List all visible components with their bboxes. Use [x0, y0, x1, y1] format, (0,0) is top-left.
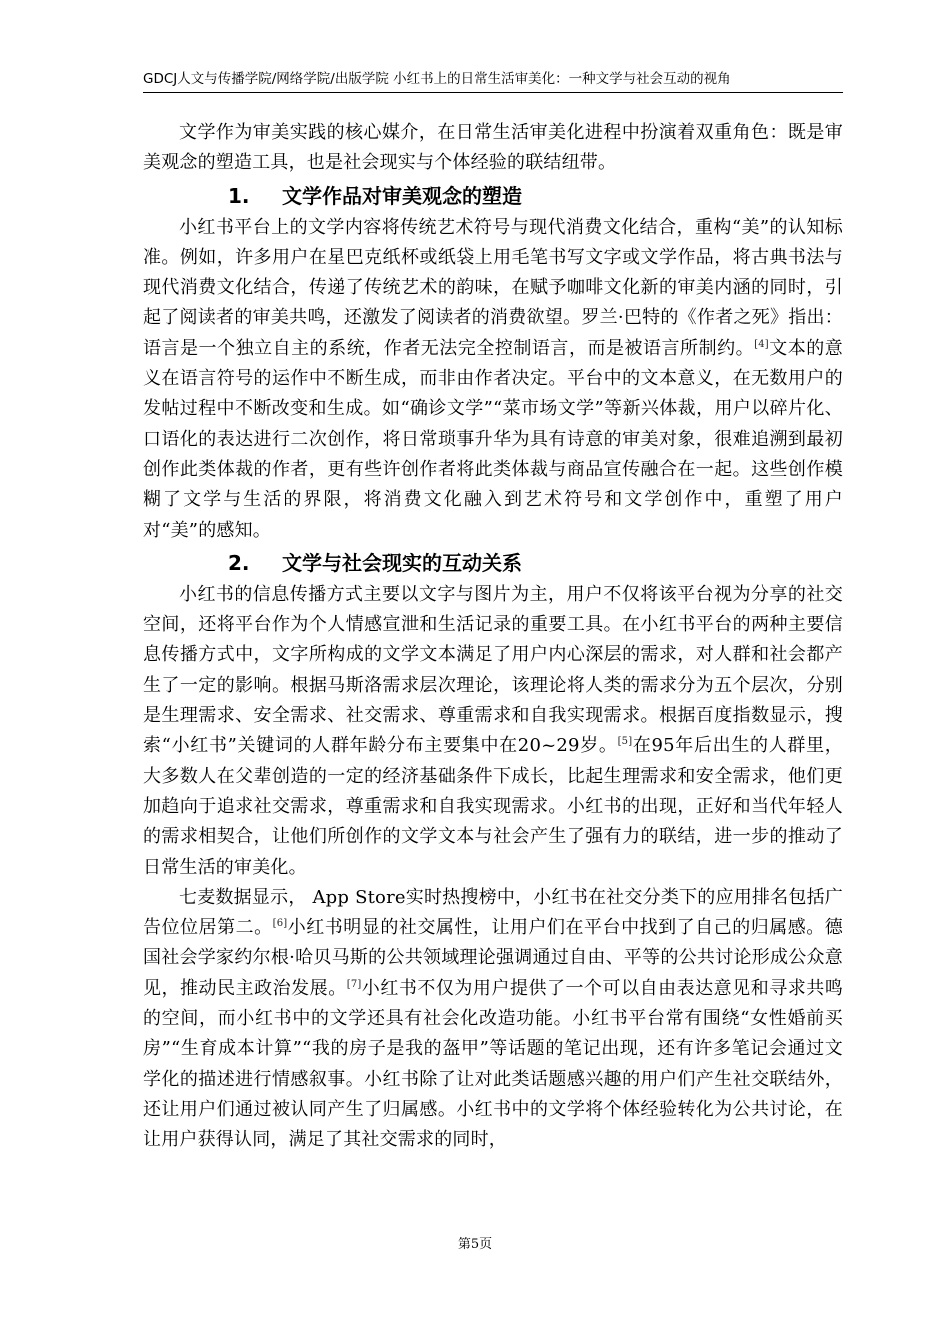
page-number: 第5页	[457, 1237, 493, 1252]
running-header: GDCJ人文与传播学院/网络学院/出版学院 小红书上的日常生活审美化：一种文学与社会互动的视角	[143, 71, 731, 87]
header-divider	[143, 92, 843, 93]
paragraph-text: 文本的意义在语言符号的运作中不断生成，而非由作者决定。平台中的文本意义，在无数用户的发帖过程中不断改变和生成。如“确诊文学”“菜市场文学”等新兴体裁，用户以碎片化、口语化的表达进行二次创作，将日常琐事升华为具有诗意的审美对象，很难追溯到最初创作此类体裁的作者，更有些许创作者将此类体裁与商品宣传融合在一起。这些创作模糊了文学与生活的界限，将消费文化融入到艺术符号和文学创作中，重塑了用户对“美”的感知。	[143, 337, 843, 541]
citation-marker: [7]	[346, 978, 362, 990]
section-heading-2	[228, 546, 843, 580]
citation-marker: [4]	[754, 338, 769, 350]
section2-paragraph-2	[143, 883, 843, 1156]
section-number: 2.	[228, 550, 250, 575]
section2-paragraph-1	[143, 580, 843, 883]
paragraph-text: 七麦数据显示， App Store实时热搜榜中，小红书在社交分类下的应用排名包括广告位位居第二。	[143, 886, 843, 939]
paragraph-text: 在95年后出生的人群里，大多数人在父辈创造的一定的经济基础条件下成长，比起生理需求和安全需求，他们更加趋向于追求社交需求，尊重需求和自我实现需求。小红书的出现，正好和当代年轻人的需求相契合，让他们所创作的文学文本与社会产生了强有力的联结，进一步的推动了日常生活的审美化。	[143, 735, 843, 878]
intro-paragraph: 文学作为审美实践的核心媒介，在日常生活审美化进程中扮演着双重角色：既是审美观念的塑造工具，也是社会现实与个体经验的联结纽带。	[143, 122, 843, 174]
paragraph-text: 小红书明显的社交属性，让用户们在平台中找到了自己的归属感。德国社会学家约尔根·哈贝马斯的公共领域理论强调通过自由、平等的公共讨论形成公众意见，推动民主政治发展。	[143, 917, 843, 999]
document-body	[143, 118, 843, 1156]
section-title: 文学作品对审美观念的塑造	[282, 183, 522, 208]
section1-paragraph	[143, 213, 843, 546]
citation-marker: [5]	[617, 736, 633, 748]
section-title: 文学与社会现实的互动关系	[282, 550, 522, 575]
section-number: 1.	[228, 183, 250, 208]
paragraph-text: 小红书不仅为用户提供了一个可以自由表达意见和寻求共鸣的空间，而小红书中的文学还具有社会化改造功能。小红书平台常有围绕“女性婚前买房”“生育成本计算”“我的房子是我的盔甲”等话题的笔记出现，还有许多笔记会通过文学化的描述进行情感叙事。小红书除了让对此类话题感兴趣的用户们产生社交联结外，还让用户们通过被认同产生了归属感。小红书中的文学将个体经验转化为公共讨论，在让用户获得认同，满足了其社交需求的同时，	[143, 977, 843, 1151]
paragraph-text: 小红书平台上的文学内容将传统艺术符号与现代消费文化结合，重构“美”的认知标准。例如，许多用户在星巴克纸杯或纸袋上用毛笔书写文字或文学作品，将古典书法与现代消费文化结合，传递了传统艺术的韵味，在赋予咖啡文化新的审美内涵的同时，引起了阅读者的审美共鸣，还激发了阅读者的消费欲望。罗兰·巴特的《作者之死》指出：语言是一个独立自主的系统，作者无法完全控制语言，而是被语言所制约。	[143, 216, 843, 359]
paragraph-text: 小红书的信息传播方式主要以文字与图片为主，用户不仅将该平台视为分享的社交空间，还将平台作为个人情感宣泄和生活记录的重要工具。在小红书平台的两种主要信息传播方式中，文字所构成的文学文本满足了用户内心深层的需求，对人群和社会都产生了一定的影响。根据马斯洛需求层次理论，该理论将人类的需求分为五个层次，分别是生理需求、安全需求、社交需求、尊重需求和自我实现需求。根据百度指数显示，搜索“小红书”关键词的人群年龄分布主要集中在20~29岁。	[143, 583, 843, 757]
citation-marker: [6]	[272, 918, 288, 930]
section-heading-1	[228, 179, 843, 213]
